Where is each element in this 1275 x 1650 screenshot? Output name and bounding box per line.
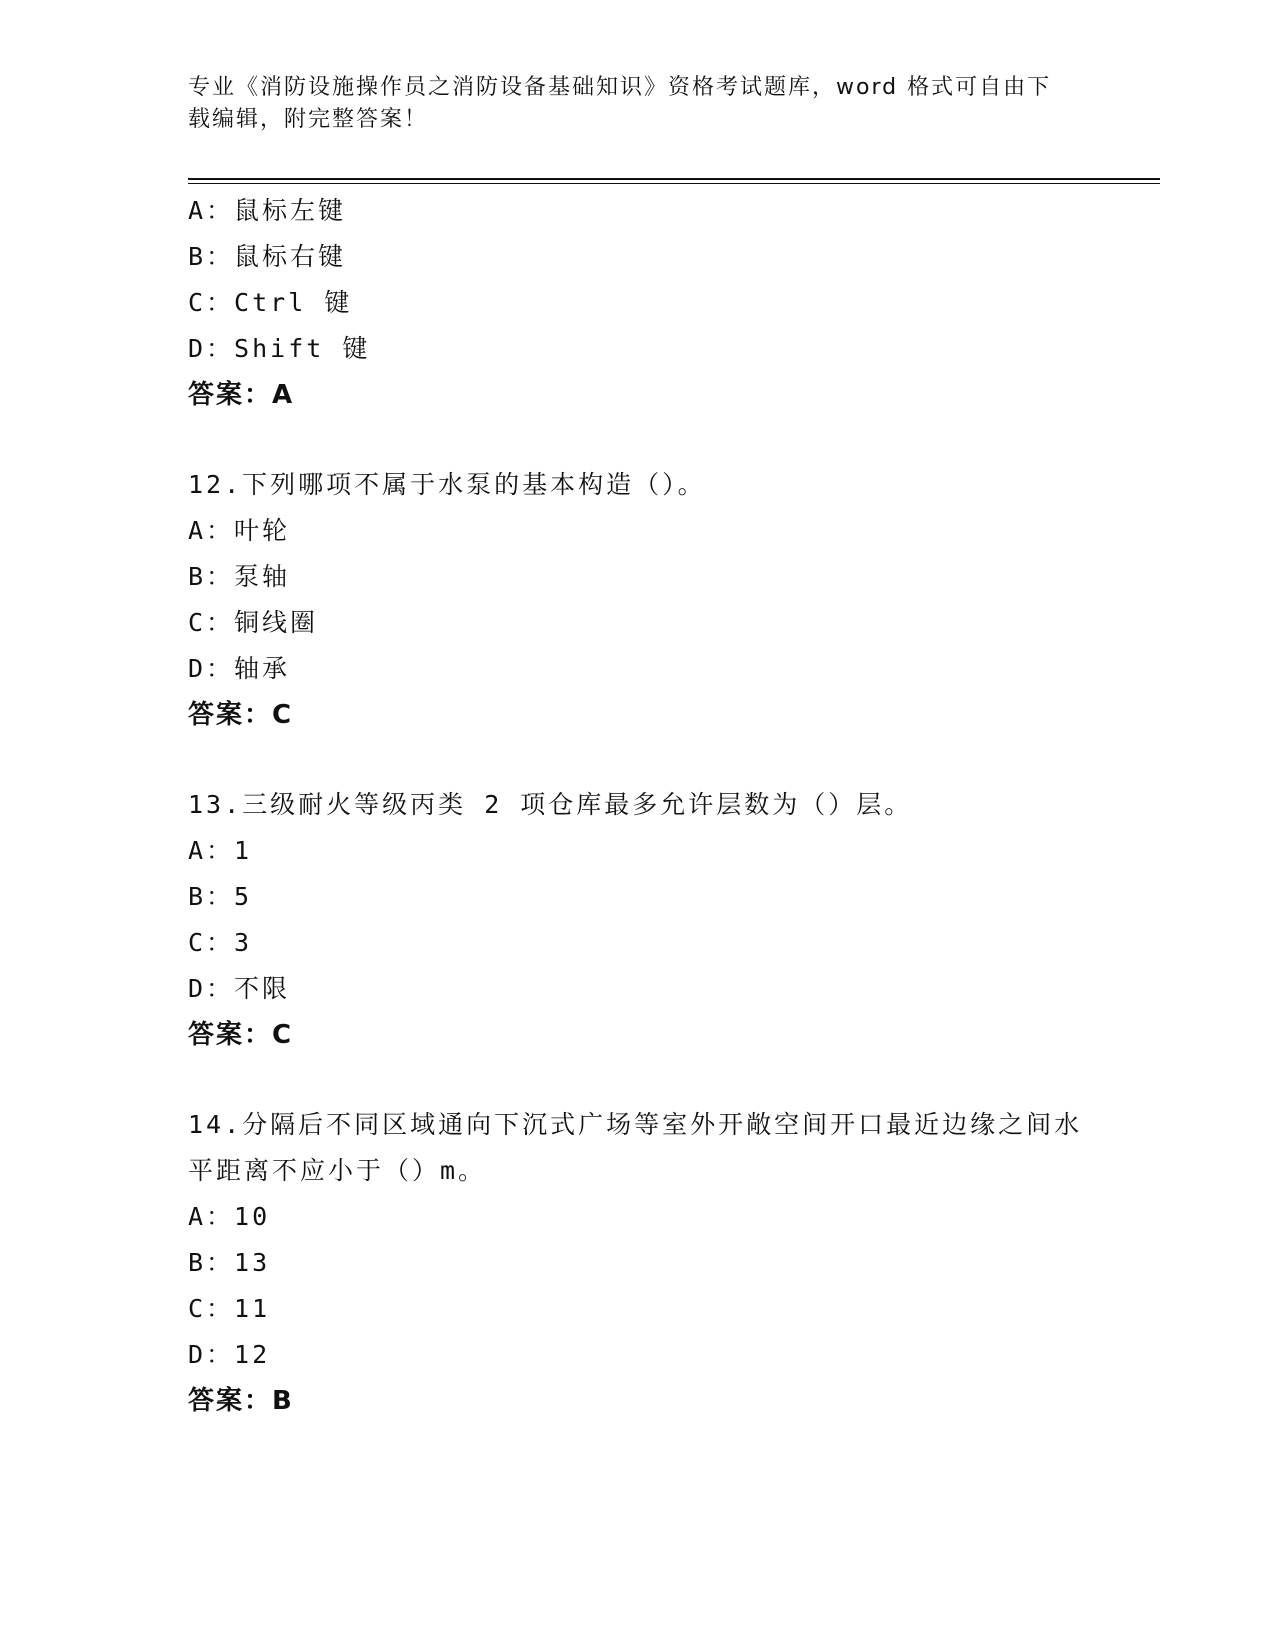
document-header <box>188 72 1088 136</box>
option-d: D：不限 <box>188 974 291 1003</box>
option-d: D：轴承 <box>188 654 291 683</box>
option-b: B：13 <box>188 1248 271 1277</box>
option-a: A：1 <box>188 836 253 865</box>
header-line-1: 专业《消防设施操作员之消防设备基础知识》资格考试题库，word 格式可自由下 <box>188 75 1052 100</box>
header-divider-thick <box>188 178 1160 180</box>
option-d: D：Shift 键 <box>188 334 371 363</box>
answer-line: 答案：C <box>188 1020 294 1050</box>
header-line-2: 载编辑，附完整答案！ <box>188 107 429 132</box>
question-block-11 <box>188 188 1088 418</box>
option-d: D：12 <box>188 1340 271 1369</box>
option-c: C：铜线圈 <box>188 608 319 637</box>
question-text: 13.三级耐火等级丙类 2 项仓库最多允许层数为（）层。 <box>188 790 913 819</box>
answer-line: 答案：C <box>188 700 294 730</box>
question-text: 14.分隔后不同区域通向下沉式广场等室外开敞空间开口最近边缘之间水平距离不应小于（）m。 <box>188 1110 1083 1185</box>
question-block-14 <box>188 1102 1088 1424</box>
question-block-12 <box>188 462 1088 738</box>
option-a: A：鼠标左键 <box>188 196 347 225</box>
question-list <box>188 188 1088 1468</box>
option-c: C：11 <box>188 1294 271 1323</box>
option-c: C：3 <box>188 928 253 957</box>
question-text: 12.下列哪项不属于水泵的基本构造（）。 <box>188 470 706 499</box>
option-b: B：鼠标右键 <box>188 242 347 271</box>
option-b: B：泵轴 <box>188 562 291 591</box>
question-block-13 <box>188 782 1088 1058</box>
header-divider-thin <box>188 183 1160 184</box>
option-a: A：10 <box>188 1202 271 1231</box>
answer-line: 答案：A <box>188 380 295 410</box>
answer-line: 答案：B <box>188 1386 294 1416</box>
option-a: A：叶轮 <box>188 516 291 545</box>
option-b: B：5 <box>188 882 253 911</box>
option-c: C：Ctrl 键 <box>188 288 353 317</box>
